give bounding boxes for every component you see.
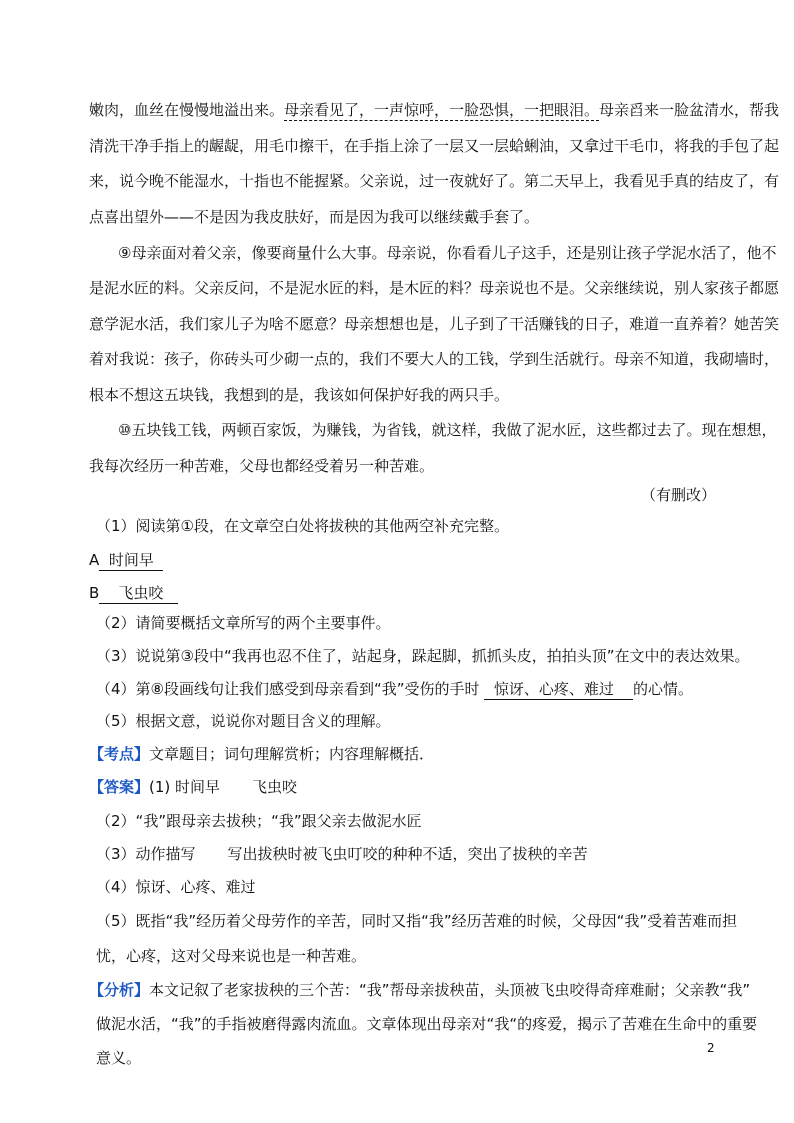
fenxi-line: 【分析】本文记叙了老家拔秧的三个苦：“我”帮母亲拔秧苗，头顶被飞虫咬得奇痒难耐；父亲教“我”	[89, 981, 751, 999]
underlined-sentence: 母亲看见了，一声惊呼，一脸恐惧，一把眼泪。	[284, 101, 600, 119]
paragraph-9-line: 意学泥水活，我们家儿子为啥不愿意？母亲想想也是，儿子到了干活赚钱的日子，难道一直养着？她苦笑	[89, 315, 780, 333]
question-2: （2）请简要概括文章所写的两个主要事件。	[96, 614, 391, 632]
question-1: （1）阅读第①段，在文章空白处将拔秧的其他两空补充完整。	[96, 517, 509, 535]
question-5: （5）根据文意，说说你对题目含义的理解。	[96, 712, 391, 730]
passage-line: 清洗干净手指上的龌龊，用毛巾擦干，在手指上涂了一层又一层蛤蜊油，又拿过干毛巾，将我的手包了起	[89, 137, 780, 155]
question-4-blank: 惊讶、心疼、难过	[484, 680, 633, 700]
passage-line: 嫩肉，血丝在慢慢地溢出来。母亲看见了，一声惊呼，一脸恐惧，一把眼泪。母亲舀来一脸盆清水，帮我	[89, 101, 780, 119]
paragraph-10-line: ⑩五块钱工钱，两顿百家饭，为赚钱，为省钱，就这样，我做了泥水匠，这些都过去了。现在想想，	[118, 421, 777, 439]
answer-line-4: （4）惊讶、心疼、难过	[96, 878, 256, 896]
answer-line-3: （3）动作描写 写出拔秧时被飞虫叮咬的种种不适，突出了拔秧的辛苦	[96, 845, 588, 863]
fenxi-tag: 【分析】	[89, 981, 150, 999]
answer-line-5: （5）既指“我”经历着父母劳作的辛苦，同时又指“我”经历苦难的时候，父母因“我”受着苦难而担	[96, 912, 738, 930]
paragraph-9-line: 是泥水匠的料。父亲反问，不是泥水匠的料，是木匠的料？母亲说也不是。父亲继续说，别人家孩子都愿	[89, 279, 780, 297]
answer-tag: 【答案】	[89, 778, 150, 796]
page-number: 2	[707, 1041, 715, 1055]
question-1-answer-b: B 飞虫咬	[89, 584, 178, 602]
question-3: （3）说说第③段中“我再也忍不住了，站起身，跺起脚，抓抓头皮，拍拍头顶”在文中的表达效果。	[96, 647, 750, 665]
answer-blank-b: 飞虫咬	[99, 584, 177, 604]
question-4: （4）第⑧段画线句让我们感受到母亲看到“我”受伤的手时 惊讶、心疼、难过 的心情。	[96, 680, 693, 698]
fenxi-line-3: 意义。	[96, 1049, 142, 1067]
answer-line-5-cont: 忧，心疼，这对父母来说也是一种苦难。	[96, 947, 367, 965]
answer-blank-a: 时间早	[99, 551, 163, 571]
paragraph-9-line: ⑨母亲面对着父亲，像要商量什么大事。母亲说，你看看儿子这手，还是别让孩子学泥水活了，他不	[118, 244, 777, 262]
source-note: （有删改）	[640, 486, 716, 504]
paragraph-9-line: 根本不想这五块钱，我想到的是，我该如何保护好我的两只手。	[89, 386, 510, 404]
passage-line: 来，说今晚不能湿水，十指也不能握紧。父亲说，过一夜就好了。第二天早上，我看见手真的结皮了，有	[89, 172, 780, 190]
answer-line-2: （2）“我”跟母亲去拔秧；“我”跟父亲去做泥水匠	[96, 812, 422, 830]
passage-line: 点喜出望外——不是因为我皮肤好，而是因为我可以继续戴手套了。	[89, 208, 540, 226]
paragraph-9-line: 着对我说：孩子，你砖头可少砌一点的，我们不要大人的工钱，学到生活就行。母亲不知道，我砌墙时，	[89, 350, 780, 368]
answer-line-1: 【答案】(1) 时间早 飞虫咬	[89, 778, 298, 796]
fenxi-line-2: 做泥水活，“我”的手指被磨得露肉流血。文章体现出母亲对“我“的疼爱，揭示了苦难在生命中的重要	[96, 1015, 758, 1033]
kaodian-tag: 【考点】	[89, 745, 150, 763]
paragraph-10-line: 我每次经历一种苦难，父母也都经受着另一种苦难。	[89, 457, 435, 475]
kaodian-line: 【考点】文章题目；词句理解赏析；内容理解概括．	[89, 745, 435, 763]
question-1-answer-a: A 时间早	[89, 551, 163, 569]
